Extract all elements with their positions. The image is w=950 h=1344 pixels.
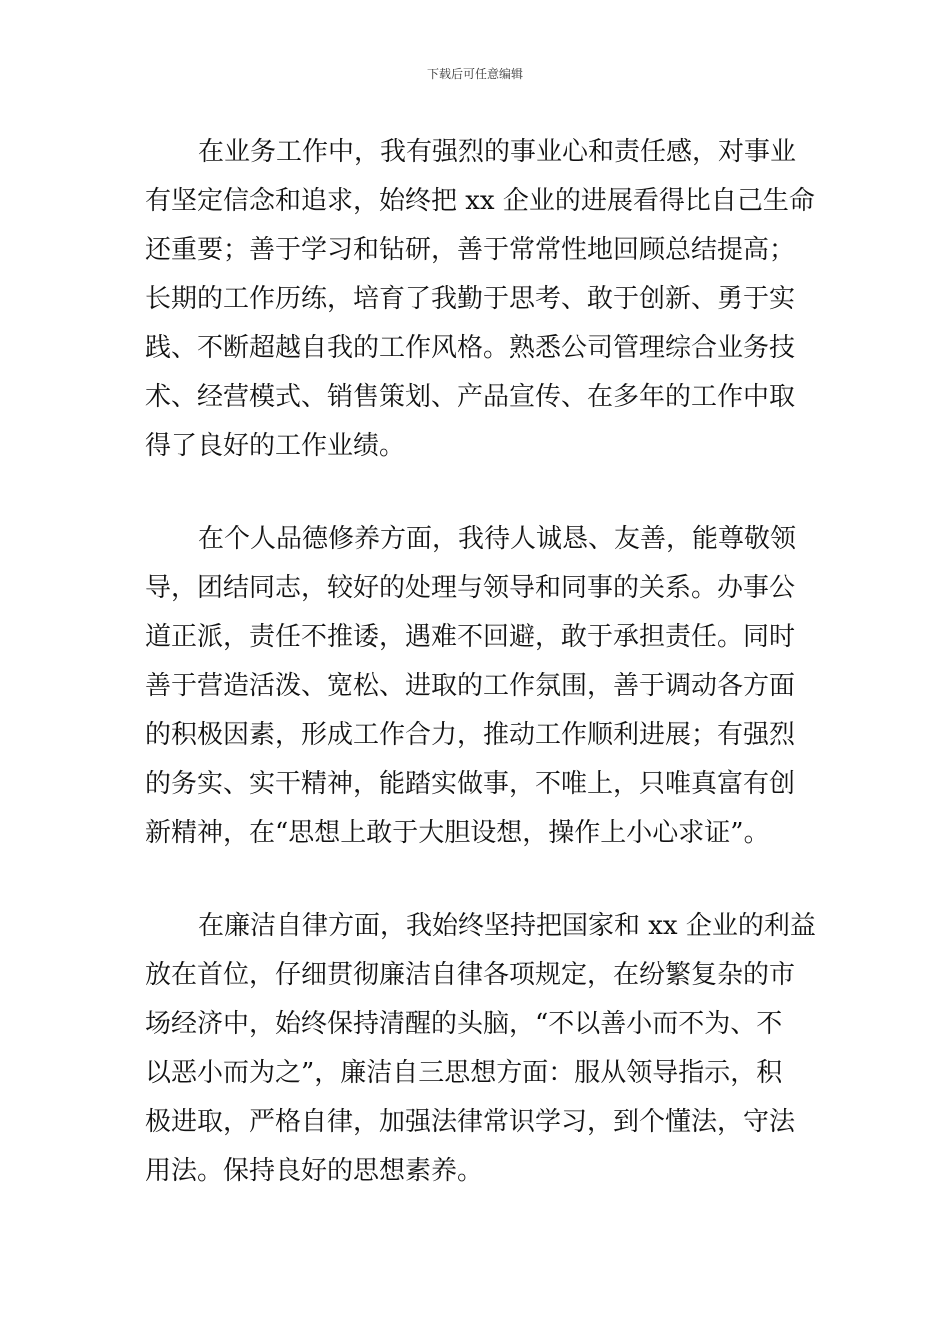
paragraph-line: 践、不断超越自我的工作风格。熟悉公司管理综合业务技 [145,333,796,363]
paragraph-line: 在廉洁自律方面，我始终坚持把国家和 xx 企业的利益 [198,911,816,941]
paragraph-line: 场经济中，始终保持清醒的头脑，“不以善小而不为、不 [145,1009,783,1039]
paragraph-line: 放在首位，仔细贯彻廉洁自律各项规定，在纷繁复杂的市 [145,960,796,990]
paragraph-integrity [145,902,816,1196]
paragraph-line: 极进取，严格自律，加强法律常识学习，到个懂法，守法 [145,1107,796,1137]
paragraph-work [145,128,815,471]
paragraph-line: 有坚定信念和追求，始终把 xx 企业的进展看得比自己生命 [145,186,815,216]
page-header: 下载后可任意编辑 [426,67,523,81]
paragraph-line: 的积极因素，形成工作合力，推动工作顺利进展；有强烈 [145,720,796,750]
paragraph-line: 在业务工作中，我有强烈的事业心和责任感，对事业 [198,137,797,167]
paragraph-line: 新精神，在“思想上敢于大胆设想，操作上小心求证”。 [145,818,770,848]
paragraph-line: 长期的工作历练，培育了我勤于思考、敢于创新、勇于实 [145,284,796,314]
paragraph-line: 善于营造活泼、宽松、进取的工作氛围，善于调动各方面 [145,671,796,701]
paragraph-line: 用法。保持良好的思想素养。 [145,1156,484,1186]
paragraph-character [145,515,807,858]
paragraph-line: 在个人品德修养方面，我待人诚恳、友善，能尊敬领 [198,524,797,554]
document-body [145,128,816,1196]
paragraph-line: 道正派，责任不推诿，遇难不回避，敢于承担责任。同时 [145,622,796,652]
paragraph-line: 的务实、实干精神，能踏实做事，不唯上，只唯真富有创 [145,769,796,799]
paragraph-line: 还重要；善于学习和钻研，善于常常性地回顾总结提高； [145,235,796,265]
paragraph-line: 导，团结同志，较好的处理与领导和同事的关系。办事公 [145,573,796,603]
paragraph-line: 术、经营模式、销售策划、产品宣传、在多年的工作中取 [145,382,796,412]
paragraph-line: 得了良好的工作业绩。 [145,431,406,461]
paragraph-line: 以恶小而为之”，廉洁自三思想方面：服从领导指示，积 [145,1058,783,1088]
